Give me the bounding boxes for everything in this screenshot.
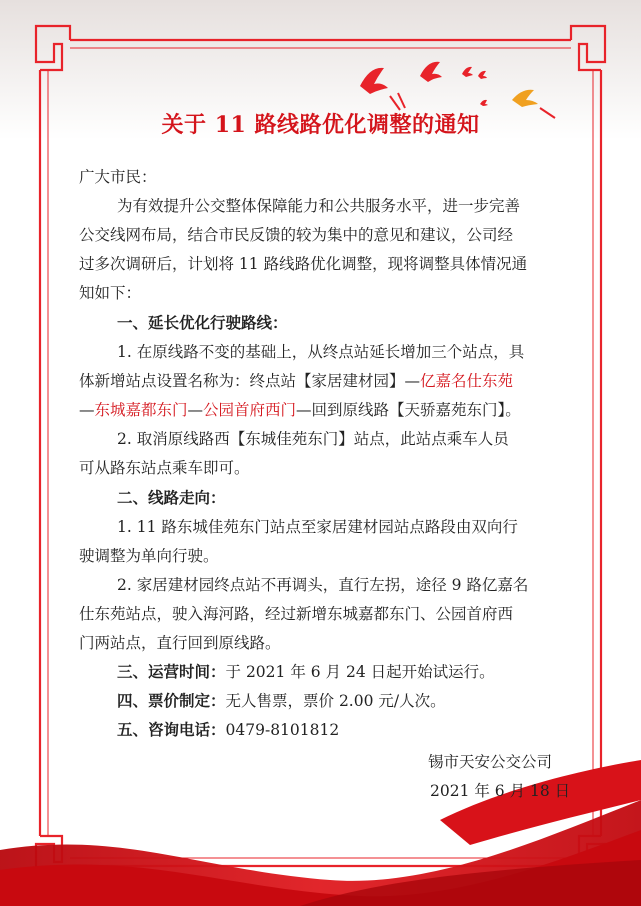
section-1-item-1-line-3 [79,399,521,421]
section-4 [117,690,446,712]
new-stop-yijia: 亿嘉名仕东苑 [420,372,514,390]
section-2-heading: 二、线路走向： [117,488,226,507]
intro-line-2: 公交线网布局，结合市民反馈的较为集中的意见和建议，公司经 [79,226,514,244]
section-3-heading: 三、运营时间： [117,662,226,681]
section-2-item-2-line-1: 2. 家居建材园终点站不再调头，直行左拐，途径 9 路亿嘉名 [117,576,529,594]
route-dash: — [187,401,204,419]
section-5 [117,719,339,741]
section-4-heading: 四、票价制定： [117,691,226,710]
new-stop-gongyuan: 公园首府西门 [203,401,297,419]
signature-org: 锡市天安公交公司 [428,753,553,771]
route-text: —回到原线路【天骄嘉苑东门】。 [296,401,521,419]
new-stop-dongcheng: 东城嘉都东门 [94,401,188,419]
section-1-item-1-line-2 [79,370,513,392]
section-5-heading: 五、咨询电话： [117,720,226,739]
fare-text: 无人售票，票价 2.00 元/人次。 [225,692,446,710]
signature-date: 2021 年 6 月 18 日 [430,782,571,800]
route-dash: — [79,401,95,419]
intro-line-4: 知如下： [79,284,142,302]
phone-number: 0479-8101812 [225,721,340,739]
section-1-item-2-line-2: 可从路东站点乘车即可。 [79,459,250,477]
operation-time: 于 2021 年 6 月 24 日起开始试运行。 [225,663,495,681]
section-2-item-1-line-2: 驶调整为单向行驶。 [79,547,219,565]
section-1-item-2-line-1: 2. 取消原线路西【东城佳苑东门】站点，此站点乘车人员 [117,430,509,448]
notice-title: 关于 11 路线路优化调整的通知 [161,112,480,138]
intro-line-1: 为有效提升公交整体保障能力和公共服务水平，进一步完善 [117,197,521,215]
section-2-item-1-line-1: 1. 11 路东城佳苑东门站点至家居建材园站点路段由双向行 [117,518,518,536]
section-2-item-2-line-2: 仕东苑站点，驶入海河路，经过新增东城嘉都东门、公园首府西 [79,605,514,623]
section-1-heading: 一、延长优化行驶路线： [117,313,288,332]
section-1-item-1-line-1: 1. 在原线路不变的基础上，从终点站延长增加三个站点，具 [117,343,525,361]
intro-line-3: 过多次调研后，计划将 11 路线路优化调整，现将调整具体情况通 [79,255,528,273]
section-2-item-2-line-3: 门两站点，直行回到原线路。 [79,634,281,652]
route-text: 体新增站点设置名称为：终点站【家居建材园】— [79,372,421,390]
greeting: 广大市民： [79,168,157,186]
section-3 [117,661,495,683]
